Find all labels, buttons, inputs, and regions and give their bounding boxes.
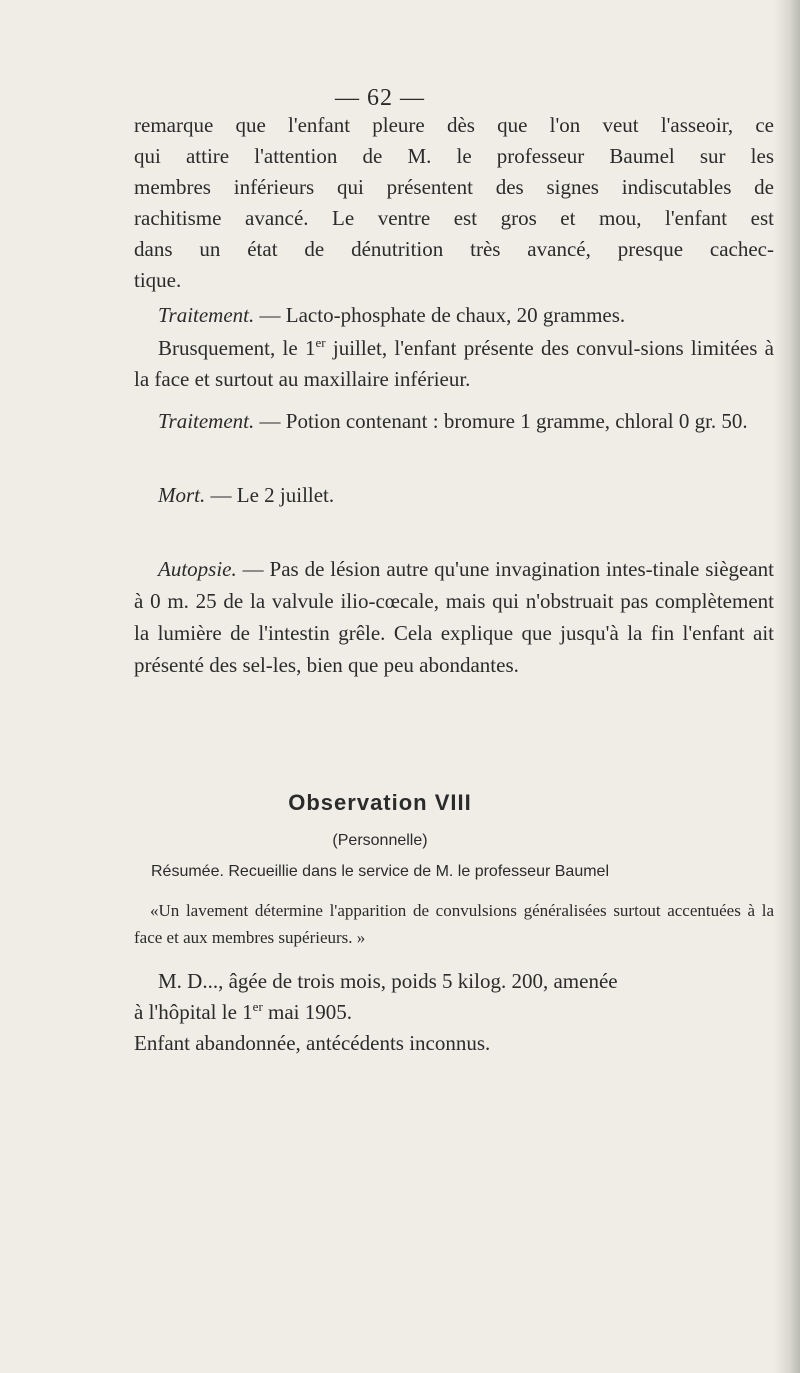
intro-line: dans un état de dénutrition très avancé, presque cachec- bbox=[134, 237, 774, 261]
observation-title: Observation VIII bbox=[288, 790, 472, 815]
ordinal-suffix: er bbox=[252, 999, 263, 1014]
intro-line: membres inférieurs qui présentent des signes indiscutables de bbox=[134, 175, 774, 199]
convulsions-text-start: Brusquement, le 1 bbox=[158, 336, 316, 360]
death-text: — Le 2 juillet. bbox=[205, 483, 335, 507]
convulsions-text-end: juillet, l'enfant présente des convul-sions limitées à la face et surtout au maxillaire inférieur. bbox=[134, 336, 775, 391]
convulsions-paragraph bbox=[134, 333, 774, 395]
patient-details bbox=[134, 966, 774, 1059]
ordinal-suffix: er bbox=[315, 335, 326, 350]
observation-quote: «Un lavement détermine l'apparition de convulsions généralisées surtout accentuées à la face et aux membres supérieurs. » bbox=[134, 901, 774, 947]
death-lead: Mort. bbox=[158, 483, 206, 507]
admission-text-start: à l'hôpital le 1 bbox=[134, 1000, 253, 1024]
treatment-lead: Traitement. bbox=[158, 409, 255, 433]
observation-summary: Résumée. Recueillie dans le service de M. le professeur Baumel bbox=[151, 863, 609, 880]
patient-line: M. D..., âgée de trois mois, poids 5 kilog. 200, amenée bbox=[158, 969, 618, 993]
intro-line: qui attire l'attention de M. le professeur Baumel sur les bbox=[134, 144, 774, 168]
death-paragraph bbox=[134, 480, 774, 511]
patient-line: Enfant abandonnée, antécédents inconnus. bbox=[134, 1031, 491, 1055]
observation-subtitle: (Personnelle) bbox=[332, 832, 428, 849]
treatment-text: — Potion contenant : bromure 1 gramme, chloral 0 gr. 50. bbox=[254, 409, 748, 433]
intro-line: remarque que l'enfant pleure dès que l'on veut l'asseoir, ce bbox=[134, 113, 774, 137]
intro-paragraph bbox=[134, 110, 774, 296]
intro-line: rachitisme avancé. Le ventre est gros et mou, l'enfant est bbox=[134, 206, 774, 230]
treatment-text: — Lacto-phosphate de chaux, 20 grammes. bbox=[254, 303, 626, 327]
intro-line: tique. bbox=[134, 268, 182, 292]
autopsy-paragraph bbox=[134, 553, 774, 681]
page-edge-shadow bbox=[774, 0, 800, 1373]
treatment-paragraph-1 bbox=[134, 300, 774, 331]
autopsy-text: — Pas de lésion autre qu'une invagination intes-tinale siègeant à 0 m. 25 de la valvule ilio-cœcale, mais qui n'obstruait pas complètement la lumière de l'intestin grêle. Cela explique que jusqu'à la fin l'enfant ait présenté des sel-les, bien que peu abondantes. bbox=[134, 557, 774, 677]
admission-text-end: mai 1905. bbox=[262, 1000, 353, 1024]
page-number: — 62 — bbox=[335, 85, 425, 111]
treatment-paragraph-2 bbox=[134, 406, 774, 437]
treatment-lead: Traitement. bbox=[158, 303, 255, 327]
patient-line bbox=[134, 997, 774, 1028]
autopsy-lead: Autopsie. bbox=[158, 557, 237, 581]
